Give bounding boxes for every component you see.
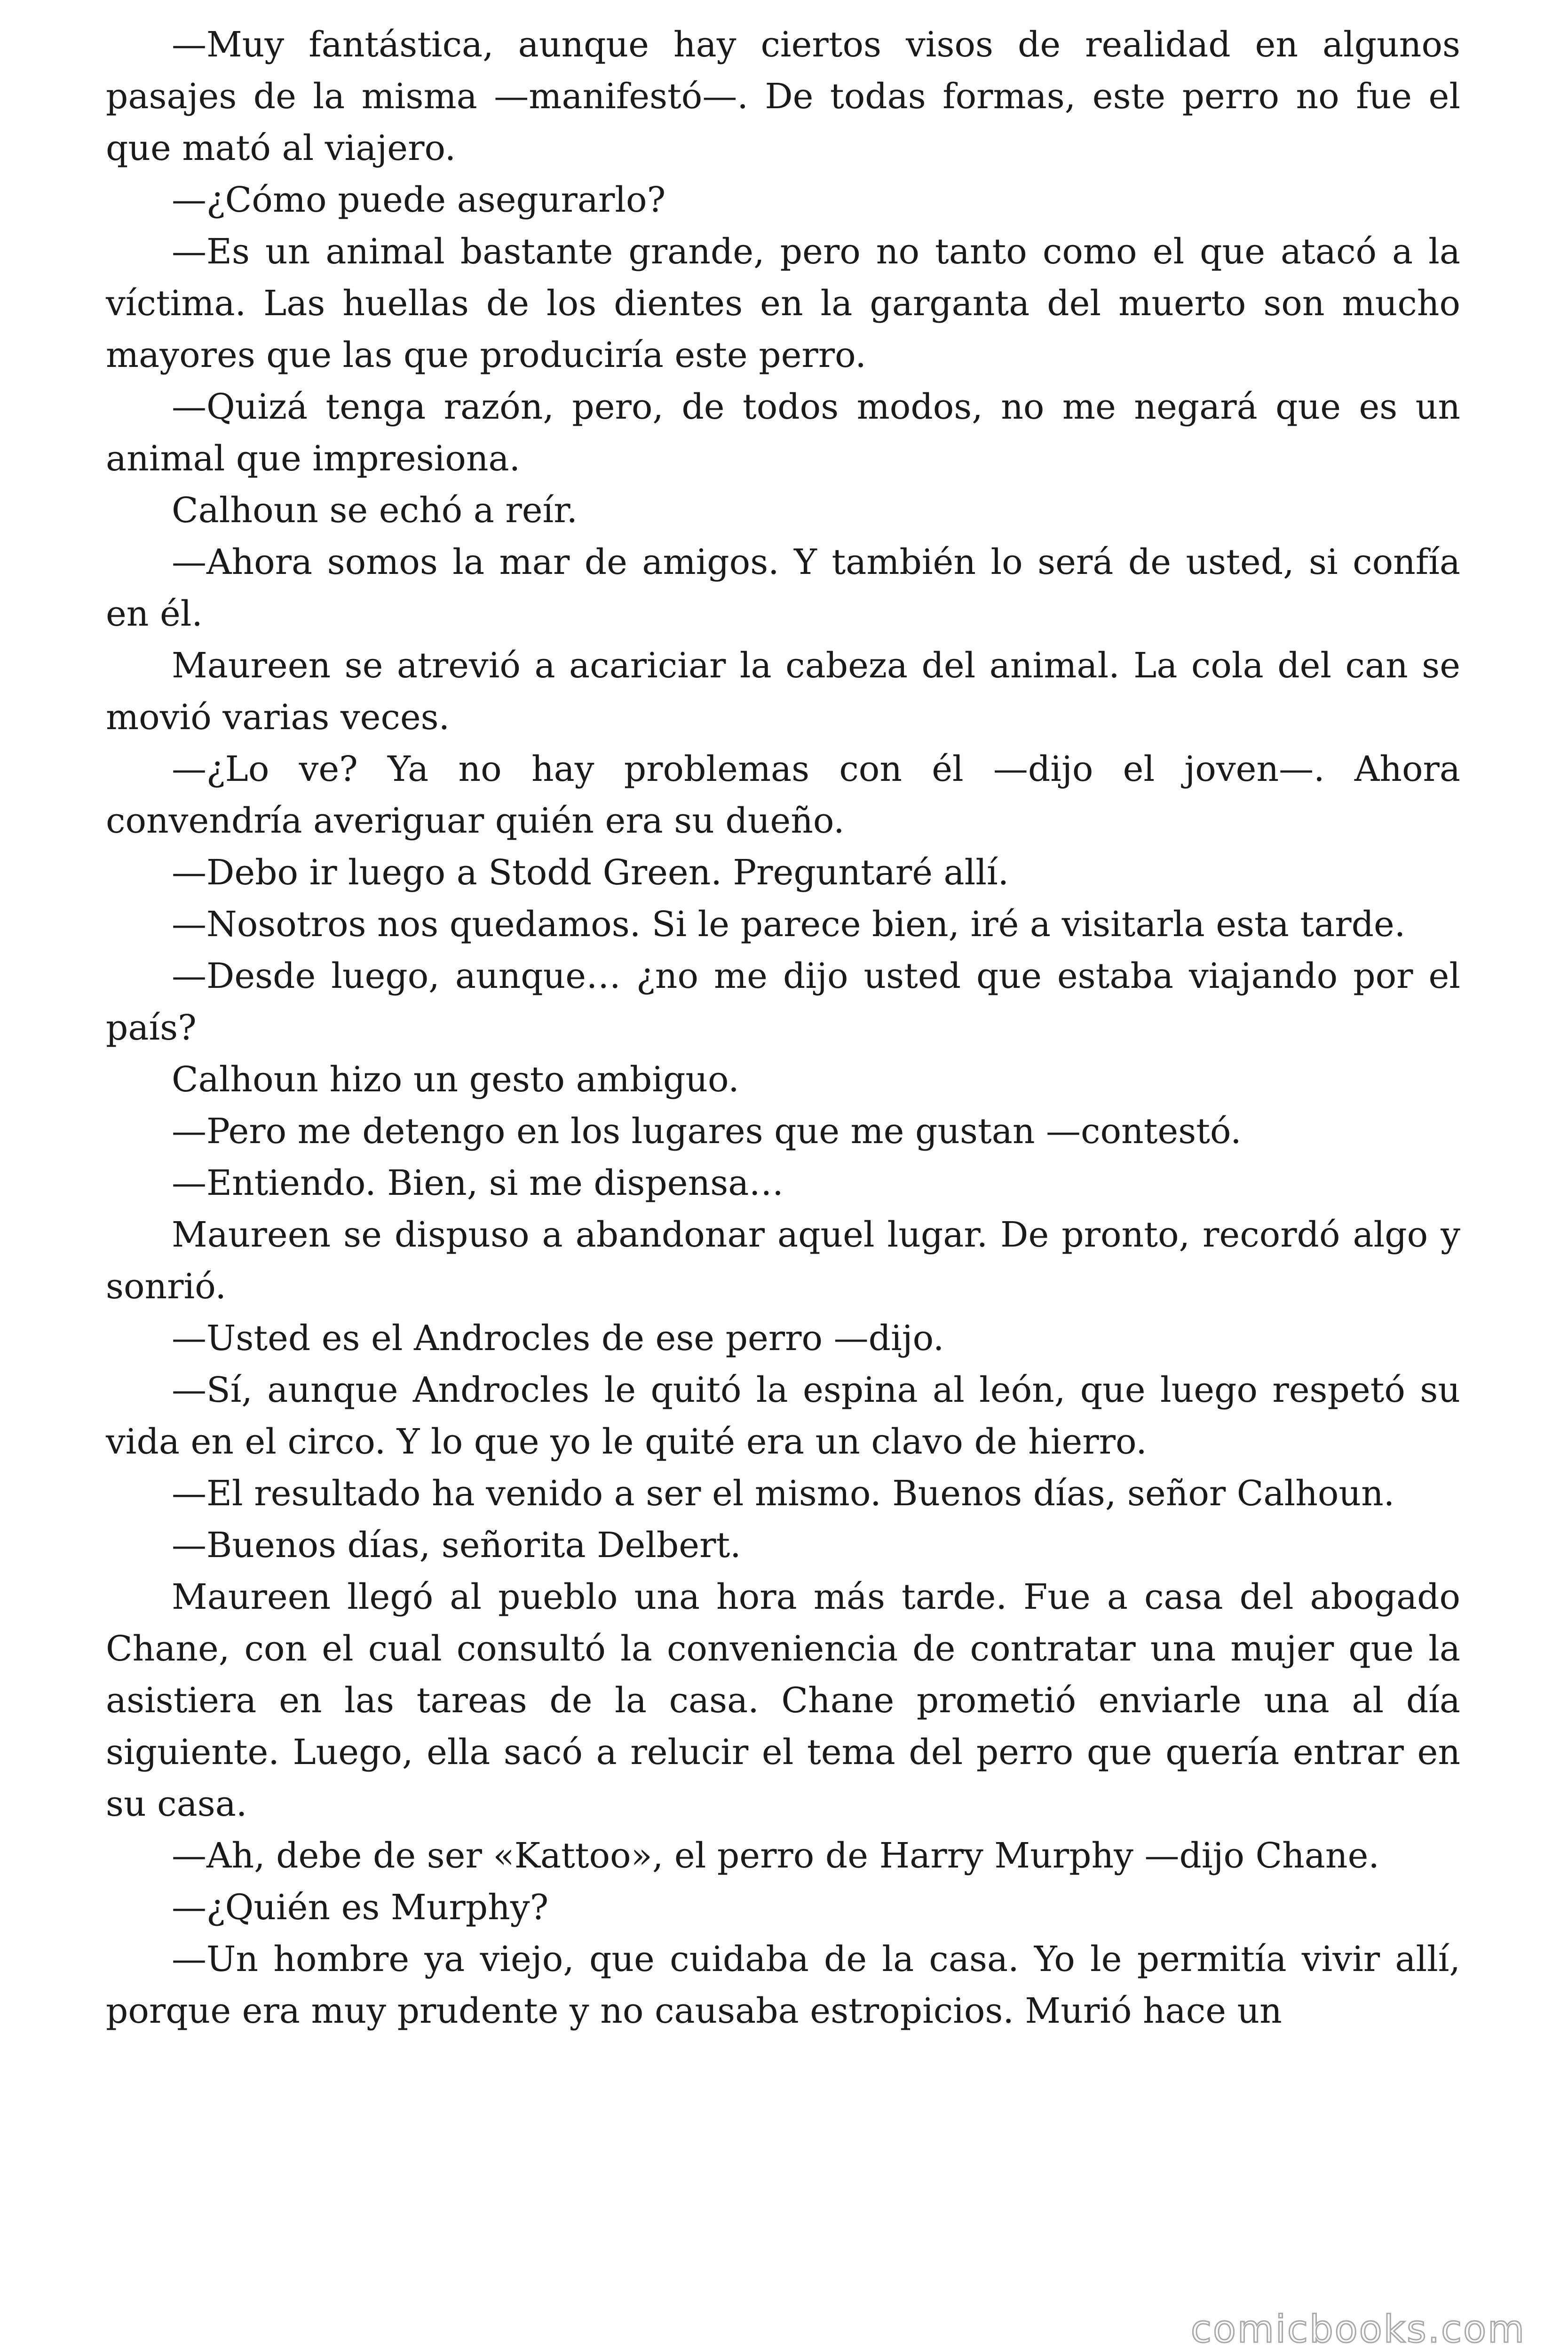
paragraph: —Ah, debe de ser «Kattoo», el perro de Harry Murphy —dijo Chane. [172, 1836, 1379, 1876]
paragraph: —Muy fantástica, aunque hay ciertos visos de realidad en algunos pasajes de la misma —manifestó—. De todas formas, este perro no fue el que mató al viajero. [106, 24, 1460, 168]
paragraph: —El resultado ha venido a ser el mismo. Buenos días, señor Calhoun. [172, 1473, 1395, 1514]
paragraph: —Sí, aunque Androcles le quitó la espina al león, que luego respetó su vida en el circo. Y lo que yo le quité era un clavo de hierro. [106, 1370, 1460, 1462]
paragraph: —Es un animal bastante grande, pero no tanto como el que atacó a la víctima. Las huellas de los dientes en la garganta del muerto son mucho mayores que las que produciría este perro. [106, 231, 1460, 375]
paragraph: —Desde luego, aunque… ¿no me dijo usted que estaba viajando por el país? [106, 956, 1460, 1048]
paragraph: Maureen se atrevió a acariciar la cabeza del animal. La cola del can se movió varias veces. [106, 645, 1460, 738]
paragraph: —¿Quién es Murphy? [172, 1887, 549, 1928]
paragraph: —¿Lo ve? Ya no hay problemas con él —dijo el joven—. Ahora convendría averiguar quién era su dueño. [106, 749, 1460, 841]
paragraph: —Quizá tenga razón, pero, de todos modos, no me negará que es un animal que impresiona. [106, 387, 1460, 479]
paragraph: Maureen llegó al pueblo una hora más tarde. Fue a casa del abogado Chane, con el cual consultó la conveniencia de contratar una mujer que la asistiera en las tareas de la casa. Chane prometió enviarle una al día siguiente. Luego, ella sacó a relucir el tema del perro que quería entrar en su casa. [106, 1577, 1460, 1824]
body-text [106, 19, 1460, 2037]
paragraph: —Un hombre ya viejo, que cuidaba de la casa. Yo le permitía vivir allí, porque era muy prudente y no causaba estropicios. Murió hace un [106, 1939, 1460, 2031]
paragraph: Calhoun se echó a reír. [172, 490, 578, 531]
paragraph: —Buenos días, señorita Delbert. [172, 1525, 741, 1565]
paragraph: —¿Cómo puede asegurarlo? [172, 180, 666, 220]
paragraph: —Pero me detengo en los lugares que me gustan —contestó. [172, 1111, 1242, 1152]
paragraph: —Entiendo. Bien, si me dispensa… [172, 1163, 784, 1203]
paragraph: —Usted es el Androcles de ese perro —dijo. [172, 1318, 944, 1359]
paragraph: Maureen se dispuso a abandonar aquel lugar. De pronto, recordó algo y sonrió. [106, 1215, 1460, 1307]
paragraph: —Debo ir luego a Stodd Green. Preguntaré allí. [172, 852, 1009, 893]
paragraph: Calhoun hizo un gesto ambiguo. [172, 1059, 739, 1100]
paragraph: —Nosotros nos quedamos. Si le parece bien, iré a visitarla esta tarde. [172, 904, 1406, 945]
paragraph: —Ahora somos la mar de amigos. Y también lo será de usted, si confía en él. [106, 542, 1460, 634]
site-watermark: comicbooks.com [1190, 2307, 1526, 2351]
